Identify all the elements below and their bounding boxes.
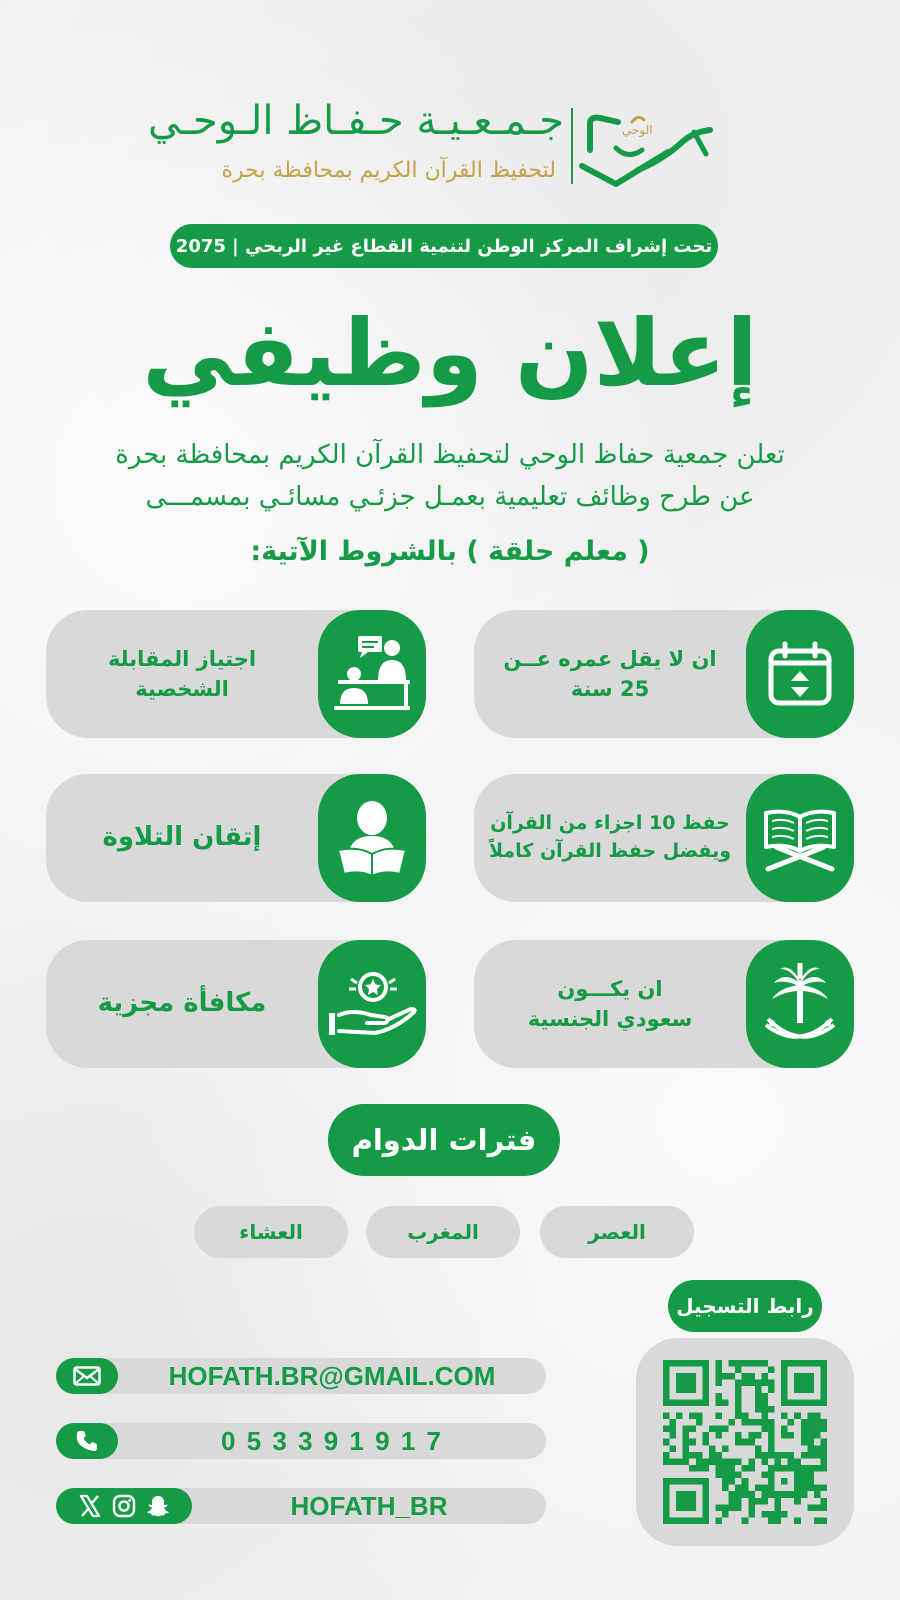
condition-icon-box <box>318 610 426 738</box>
email-address[interactable]: HOFATH.BR@GMAIL.COM <box>168 1360 496 1391</box>
condition-icon-box <box>318 774 426 902</box>
calendar-icon <box>765 639 835 709</box>
condition-card-nationality <box>474 940 854 1068</box>
phone-number[interactable]: 0 5 3 3 9 1 9 1 7 <box>221 1425 443 1456</box>
reader-icon <box>334 798 410 878</box>
shift-isha: العشاء <box>194 1206 348 1258</box>
shift-asr: العصر <box>540 1206 694 1258</box>
snapchat-icon[interactable] <box>146 1494 170 1518</box>
conditions-heading: ( معلم حلقة ) بالشروط الآتية: <box>250 536 650 567</box>
organization-logo <box>576 104 718 196</box>
contact-email-bar[interactable] <box>56 1358 546 1394</box>
condition-text <box>46 610 318 738</box>
x-twitter-icon[interactable] <box>78 1494 102 1518</box>
condition-card-recitation <box>46 774 426 902</box>
condition-icon-box <box>318 940 426 1068</box>
description-line-2: عن طرح وظائف تعليمية بعمـل جزئـي مسائـي بمسمـــى <box>145 482 755 512</box>
condition-nationality-line1: ان يكـــون <box>557 976 663 1001</box>
condition-memorize-line1: حفظ 10 اجزاء من القرآن <box>490 812 730 835</box>
social-icons-badge <box>56 1488 192 1524</box>
email-icon-badge <box>56 1358 118 1394</box>
condition-recitation-line1: إتقان التلاوة <box>102 822 262 853</box>
condition-memorize-line2: ويفضل حفظ القرآن كاملاً <box>488 840 732 862</box>
logo-caption: الوحي <box>622 123 653 137</box>
logo-divider <box>571 108 573 184</box>
organization-subtitle: لتحفيظ القرآن الكريم بمحافظة بحرة <box>221 158 556 183</box>
condition-text <box>474 774 746 902</box>
condition-interview-line1: اجتياز المقابلة <box>107 646 257 671</box>
envelope-icon <box>73 1366 101 1386</box>
description-line-1: تعلن جمعية حفاظ الوحي لتحفيظ القرآن الكريم بمحافظة بحرة <box>115 440 785 470</box>
contact-social-bar[interactable] <box>56 1488 546 1524</box>
instagram-icon[interactable] <box>112 1494 136 1518</box>
qr-container <box>636 1338 854 1546</box>
supervision-badge: تحت إشراف المركز الوطن لتنمية القطاع غير الربحي | 2075 <box>170 224 718 268</box>
condition-age-line1: ان لا يقل عمره عــن <box>503 646 717 671</box>
logo-icon <box>576 104 718 196</box>
condition-icon-box <box>746 774 854 902</box>
condition-card-memorize <box>474 774 854 902</box>
shifts-heading: فترات الدوام <box>328 1104 560 1176</box>
saudi-emblem-icon <box>762 961 838 1047</box>
shift-maghrib: المغرب <box>366 1206 520 1258</box>
condition-card-reward <box>46 940 426 1068</box>
condition-reward-line1: مكافأة مجزية <box>97 988 267 1019</box>
social-handle[interactable]: HOFATH_BR <box>290 1490 448 1521</box>
condition-text <box>474 610 746 738</box>
condition-interview-line2: الشخصية <box>135 677 229 701</box>
condition-nationality-line2: سعودي الجنسية <box>527 1007 693 1031</box>
reward-hand-icon <box>327 969 417 1039</box>
registration-label[interactable]: رابط التسجيل <box>668 1280 822 1332</box>
condition-icon-box <box>746 610 854 738</box>
phone-icon <box>76 1430 98 1452</box>
condition-text <box>474 940 746 1068</box>
quran-stand-icon <box>760 803 840 873</box>
interview-icon <box>330 634 414 714</box>
condition-age-line2: 25 سنة <box>570 677 650 701</box>
contact-phone-bar[interactable] <box>56 1423 546 1459</box>
page-title: إعلان وظيفي <box>142 300 758 407</box>
condition-card-interview <box>46 610 426 738</box>
organization-name: جـمـعـيـة حـفـاظ الـوحـي <box>147 98 564 144</box>
phone-icon-badge <box>56 1423 118 1459</box>
condition-card-age <box>474 610 854 738</box>
condition-icon-box <box>746 940 854 1068</box>
qr-code[interactable] <box>663 1360 827 1524</box>
